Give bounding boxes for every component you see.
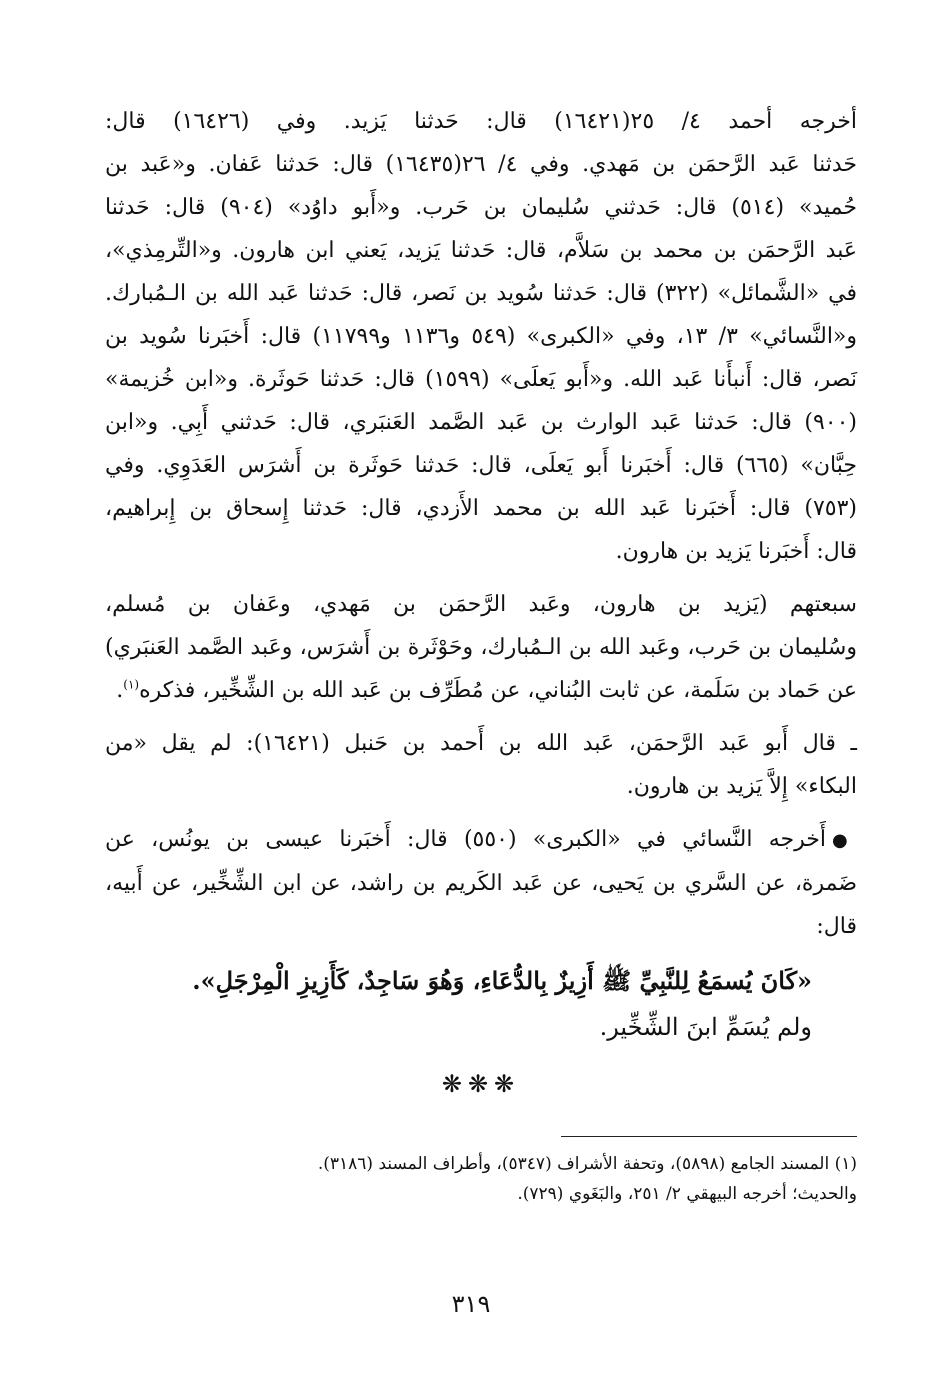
- text-line: نَصر، قال: أَنبأَنا عَبد الله. و«أَبو يَعلَى» (١٥٩٩) قال: حَدثنا حَوثَرة. و«ابن خُزيمة»: [105, 367, 857, 392]
- narrators-paragraph: [105, 583, 857, 712]
- hadith-block: [105, 958, 812, 1050]
- takhrij-paragraph: [105, 100, 857, 573]
- text-line: سبعتهم (يَزيد بن هارون، وعَبد الرَّحمَن بن مَهدي، وعَفان بن مُسلم،: [105, 592, 857, 617]
- text-line: و«النَّسائي» ٣/ ١٣، وفي «الكبرى» (٥٤٩ و١١٣٦ و١١٧٩٩) قال: أَخبَرنا سُويد بن: [105, 324, 858, 349]
- text-line: حَدثنا عَبد الرَّحمَن بن مَهدي. وفي ٤/ ٢٦(١٦٤٣٥) قال: حَدثنا عَفان. و«عَبد بن: [105, 152, 858, 177]
- footnote-item: والحديث؛ أخرجه البيهقي ٢/ ٢٥١، والبَغَوي (٧٢٩).: [517, 1184, 857, 1204]
- text-line: عَبد الرَّحمَن بن محمد بن سَلاَّم، قال: حَدثنا يَزيد، يَعني ابن هارون. و«التِّرمِذي»،: [105, 238, 857, 263]
- page-number: ٣١٩: [451, 1290, 491, 1318]
- text-line: البكاء» إِلاَّ يَزيد بن هارون.: [626, 774, 857, 799]
- footnote-item: (١) المسند الجامع (٥٨٩٨)، وتحفة الأشراف (٥٣٤٧)، وأطراف المسند (٣١٨٦).: [317, 1154, 857, 1174]
- text-line: ـ قال أَبو عَبد الرَّحمَن، عَبد الله بن أَحمد بن حَنبل (١٦٤٢١): لم يقل «من: [105, 731, 857, 756]
- text-line: عن حَماد بن سَلَمة، عن ثابت البُناني، عن مُطَرِّف بن عَبد الله بن الشِّخِّير، فذكره$^{(١)}$.: [116, 677, 857, 703]
- footnote-reference[interactable]: (١): [123, 677, 140, 692]
- text-line: ضَمرة، عن السَّري بن يَحيى، عن عَبد الكَريم بن راشد، عن ابن الشِّخِّير، عن أَبيه،: [105, 871, 857, 896]
- text-line: حُميد» (٥١٤) قال: حَدثني سُليمان بن حَرب. و«أَبو داوُد» (٩٠٤) قال: حَدثنا: [105, 195, 857, 220]
- text-line: قال: أَخبَرنا يَزيد بن هارون.: [615, 539, 857, 564]
- text-line: [105, 818, 857, 862]
- text-line: (٧٥٣) قال: أَخبَرنا عَبد الله بن محمد الأَزدي، قال: حَدثنا إِسحاق بن إِبراهيم،: [105, 496, 857, 521]
- bullet-icon: ●: [831, 830, 857, 851]
- text-line: (٩٠٠) قال: حَدثنا عَبد الوارث بن عَبد الصَّمد العَنبَري، قال: حَدثني أَبِي. و«ابن: [105, 410, 857, 435]
- footnote-divider: [561, 1136, 857, 1137]
- hadith-text: «كَانَ يُسمَعُ لِلنَّبِيِّ ﷺ أَزِيزٌ بِالدُّعَاءِ، وَهُوَ سَاجِدٌ، كَأَزِيزِ الْمِرْجَلِ».: [192, 966, 812, 995]
- comment-paragraph: [105, 722, 857, 808]
- page-body: [105, 100, 857, 1386]
- second-takhrij-paragraph: [105, 818, 857, 948]
- hadith-note: ولم يُسَمِّ ابنَ الشِّخِّير.: [599, 1013, 812, 1041]
- text-line: وسُليمان بن حَرب، وعَبد الله بن الـمُبارك، وحَوْثَرة بن أَشرَس، وعَبد الصَّمد العَنبَري): [105, 635, 857, 660]
- text-line-content: أَخرجه النَّسائي في «الكبرى» (٥٥٠) قال: أَخبَرنا عيسى بن يونُس، عن: [105, 827, 826, 852]
- text-line: قال:: [816, 914, 857, 939]
- footnotes: [105, 1149, 857, 1209]
- text-line: حِبَّان» (٦٦٥) قال: أَخبَرنا أَبو يَعلَى، قال: حَدثنا حَوثَرة بن أَشرَس العَدَوِي. وفي: [105, 453, 857, 478]
- text-line-content: عن حَماد بن سَلَمة، عن ثابت البُناني، عن مُطَرِّف بن عَبد الله بن الشِّخِّير، فذكره: [139, 678, 857, 703]
- text-line: في «الشَّمائل» (٣٢٢) قال: حَدثنا سُويد بن نَصر، قال: حَدثنا عَبد الله بن الـمُبارك.: [105, 281, 857, 306]
- section-separator: ❋❋❋: [441, 1070, 521, 1098]
- text-line: أخرجه أحمد ٤/ ٢٥(١٦٤٢١) قال: حَدثنا يَزيد. وفي (١٦٤٢٦) قال:: [105, 109, 857, 134]
